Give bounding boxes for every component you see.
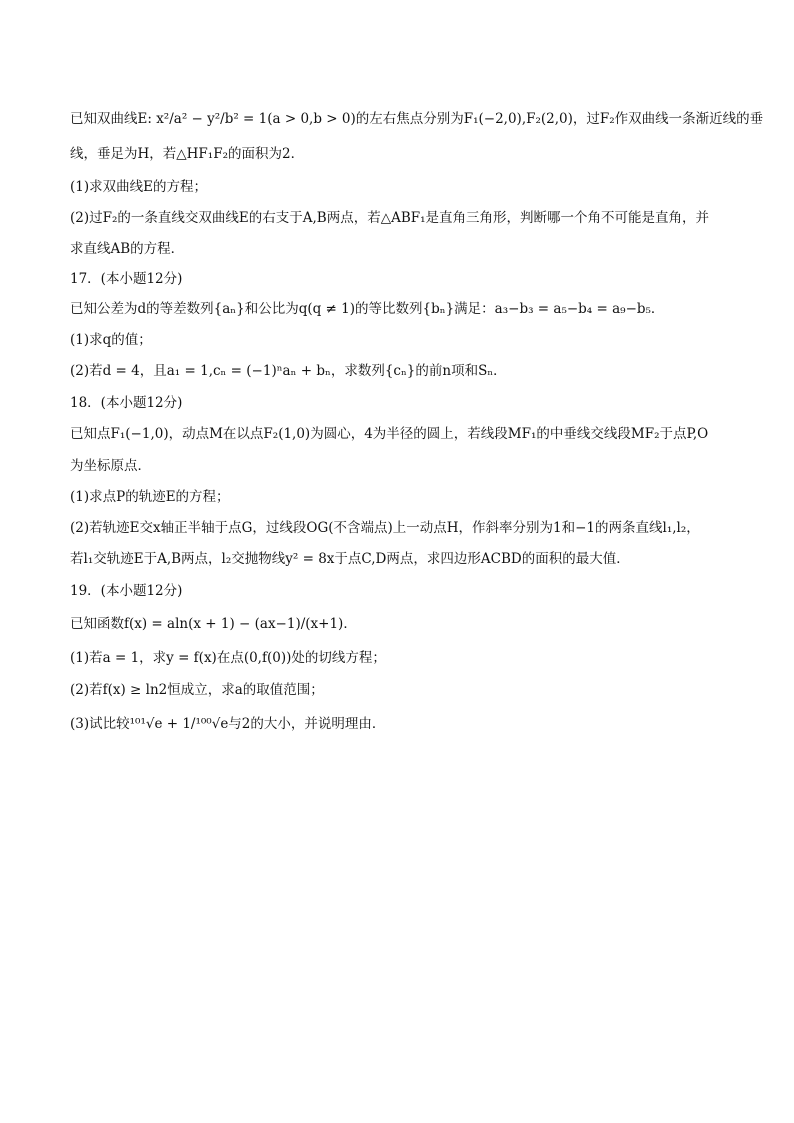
text-line-17: 已知函数f(x) = aln(x + 1) − (ax−1)/(x+1)． — [70, 616, 357, 632]
text-line-8: (1)求q的值； — [70, 332, 152, 348]
text-line-2: 线，垂足为H，若△HF₁F₂的面积为2． — [70, 146, 305, 162]
text-line-5: 求直线AB的方程． — [70, 241, 185, 257]
question-heading-17: 17．(本小题12分) — [70, 271, 183, 287]
text-line-3: (1)求双曲线E的方程； — [70, 179, 207, 195]
text-line-19: (2)若f(x) ≥ ln2恒成立，求a的取值范围； — [70, 682, 324, 698]
text-line-9: (2)若d = 4，且a₁ = 1,cₙ = (−1)ⁿaₙ + bₙ，求数列{cₙ}的前n项和Sₙ． — [70, 363, 507, 379]
text-line-14: (2)若轨迹E交x轴正半轴于点G，过线段OG(不含端点)上一动点H，作斜率分别为1和−1的两条直线l₁,l₂， — [70, 520, 700, 536]
question-heading-19: 19．(本小题12分) — [70, 583, 183, 599]
text-line-18: (1)若a = 1，求y = f(x)在点(0,f(0))处的切线方程； — [70, 650, 386, 666]
text-line-20: (3)试比较¹⁰¹√e + 1/¹⁰⁰√e与2的大小，并说明理由． — [70, 716, 386, 732]
text-line-13: (1)求点P的轨迹E的方程； — [70, 489, 230, 505]
text-line-7: 已知公差为d的等差数列{aₙ}和公比为q(q ≠ 1)的等比数列{bₙ}满足：a₃−b₃ = a₅−b₄ = a₉−b₅． — [70, 301, 665, 317]
text-line-1: 已知双曲线E: x²/a² − y²/b² = 1(a > 0,b > 0)的左右焦点分别为F₁(−2,0),F₂(2,0)，过F₂作双曲线一条渐近线的垂 — [70, 111, 764, 127]
text-line-12: 为坐标原点． — [70, 458, 151, 474]
question-heading-18: 18．(本小题12分) — [70, 395, 183, 411]
text-line-15: 若l₁交轨迹E于A,B两点，l₂交抛物线y² = 8x于点C,D两点，求四边形ACBD的面积的最大值． — [70, 551, 630, 567]
text-line-11: 已知点F₁(−1,0)，动点M在以点F₂(1,0)为圆心，4为半径的圆上，若线段MF₁的中垂线交线段MF₂于点P,O — [70, 426, 709, 442]
text-line-4: (2)过F₂的一条直线交双曲线E的右支于A,B两点，若△ABF₁是直角三角形，判断哪一个角不可能是直角，并 — [70, 210, 710, 226]
